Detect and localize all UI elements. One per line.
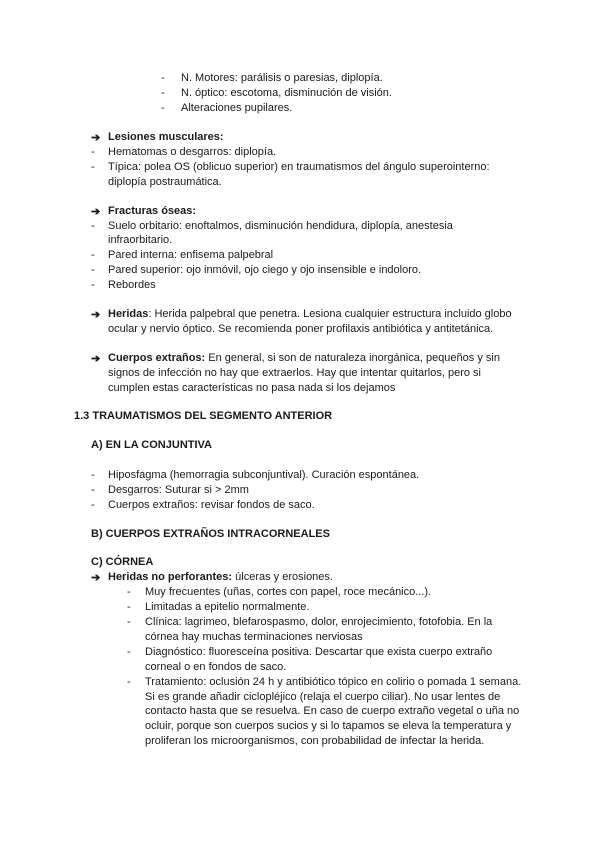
list-item: Limitadas a epitelio normalmente. [145,601,310,613]
bullet-dash: - [91,279,95,291]
paragraph-text: úlceras y erosiones. [232,571,333,583]
section-heading: Heridas [108,308,149,320]
bullet-dash: - [161,102,165,114]
subsection-heading: C) CÓRNEA [91,556,154,568]
paragraph-line: cumplen estas características no pasa nada si los dejamos [108,382,396,394]
chapter-heading: 1.3 TRAUMATISMOS DEL SEGMENTO ANTERIOR [74,410,333,422]
list-item: Rebordes [108,279,156,291]
section-heading: Fracturas óseas: [108,205,197,217]
list-item: Alteraciones pupilares. [181,102,293,114]
paragraph-line: ocular y nervio óptico. Se recomienda poner profilaxis antibiótica y antitetánica. [108,323,494,335]
list-item: N. óptico: escotoma, disminución de visión. [181,87,392,99]
list-item-cont: córnea hay muchas terminaciones nerviosas [145,631,363,643]
bullet-dash: - [127,586,131,598]
list-item-cont: contacto hasta que se resuelva. En caso de cuerpo extraño vegetal o uña no [145,705,520,717]
bullet-dash: - [127,676,131,688]
bullet-dash: - [127,646,131,658]
list-item: Pared superior: ojo inmóvil, ojo ciego y ojo insensible e indoloro. [108,264,422,276]
bullet-dash: - [91,161,95,173]
bullet-dash: - [127,616,131,628]
list-item: N. Motores: parálisis o paresias, diplopía. [181,72,383,84]
list-item: Hiposfagma (hemorragia subconjuntival). Curación espontánea. [108,469,420,481]
list-item-cont: Si es grande añadir ciclopléjico (relaja el cuerpo ciliar). No usar lentes de [145,691,501,703]
arrow-icon: ➔ [91,353,101,365]
paragraph-line [108,308,512,320]
list-item-cont: infraorbitario. [108,234,173,246]
arrow-icon: ➔ [91,206,101,218]
paragraph-text: En general, si son de naturaleza inorgánica, pequeños y sin [205,352,500,364]
section-heading: Heridas no perforantes: [108,571,233,583]
list-item: Típica: polea OS (oblicuo superior) en traumatismos del ángulo superointerno: [108,161,490,173]
subsection-heading: A) EN LA CONJUNTIVA [91,439,212,451]
bullet-dash: - [91,249,95,261]
list-item: Hematomas o desgarros: diplopía. [108,146,277,158]
paragraph-line [108,571,333,583]
bullet-dash: - [161,72,165,84]
bullet-dash: - [91,264,95,276]
bullet-dash: - [91,499,95,511]
bullet-dash: - [91,469,95,481]
list-item: Suelo orbitario: enoftalmos, disminución hendidura, diplopía, anestesia [108,220,453,232]
list-item: Muy frecuentes (uñas, cortes con papel, roce mecánico...). [145,586,432,598]
list-item: Cuerpos extraños: revisar fondos de saco. [108,499,315,511]
arrow-icon: ➔ [91,132,101,144]
list-item: Pared interna: enfisema palpebral [108,249,274,261]
bullet-dash: - [91,146,95,158]
paragraph-text: : Herida palpebral que penetra. Lesiona cualquier estructura incluido globo [148,308,512,320]
section-heading: Lesiones musculares: [108,131,224,143]
bullet-dash: - [127,601,131,613]
list-item: Desgarros: Suturar si > 2mm [108,484,249,496]
list-item-cont: proliferan los microorganismos, con probabilidad de infectar la herida. [145,735,485,747]
list-item: Diagnóstico: fluoresceína positiva. Descartar que exista cuerpo extraño [145,646,493,658]
list-item-cont: diplopía postraumática. [108,176,222,188]
bullet-dash: - [91,484,95,496]
section-heading: Cuerpos extraños: [108,352,206,364]
list-item-cont: ocluir, porque son cuerpos sucios y si lo tapamos se eleva la temperatura y [145,720,512,732]
paragraph-line: signos de infección no hay que extraerlos. Hay que intentar quitarlos, pero si [108,367,481,379]
bullet-dash: - [161,87,165,99]
subsection-heading: B) CUERPOS EXTRAÑOS INTRACORNEALES [91,528,330,540]
bullet-dash: - [91,220,95,232]
arrow-icon: ➔ [91,309,101,321]
list-item: Clínica: lagrimeo, blefarospasmo, dolor, enrojecimiento, fotofobia. En la [145,616,493,628]
arrow-icon: ➔ [91,572,101,584]
paragraph-line [108,352,500,364]
list-item-cont: corneal o en fondos de saco. [145,661,287,673]
list-item: Tratamiento: oclusión 24 h y antibiótico tópico en colirio o pomada 1 semana. [145,676,522,688]
